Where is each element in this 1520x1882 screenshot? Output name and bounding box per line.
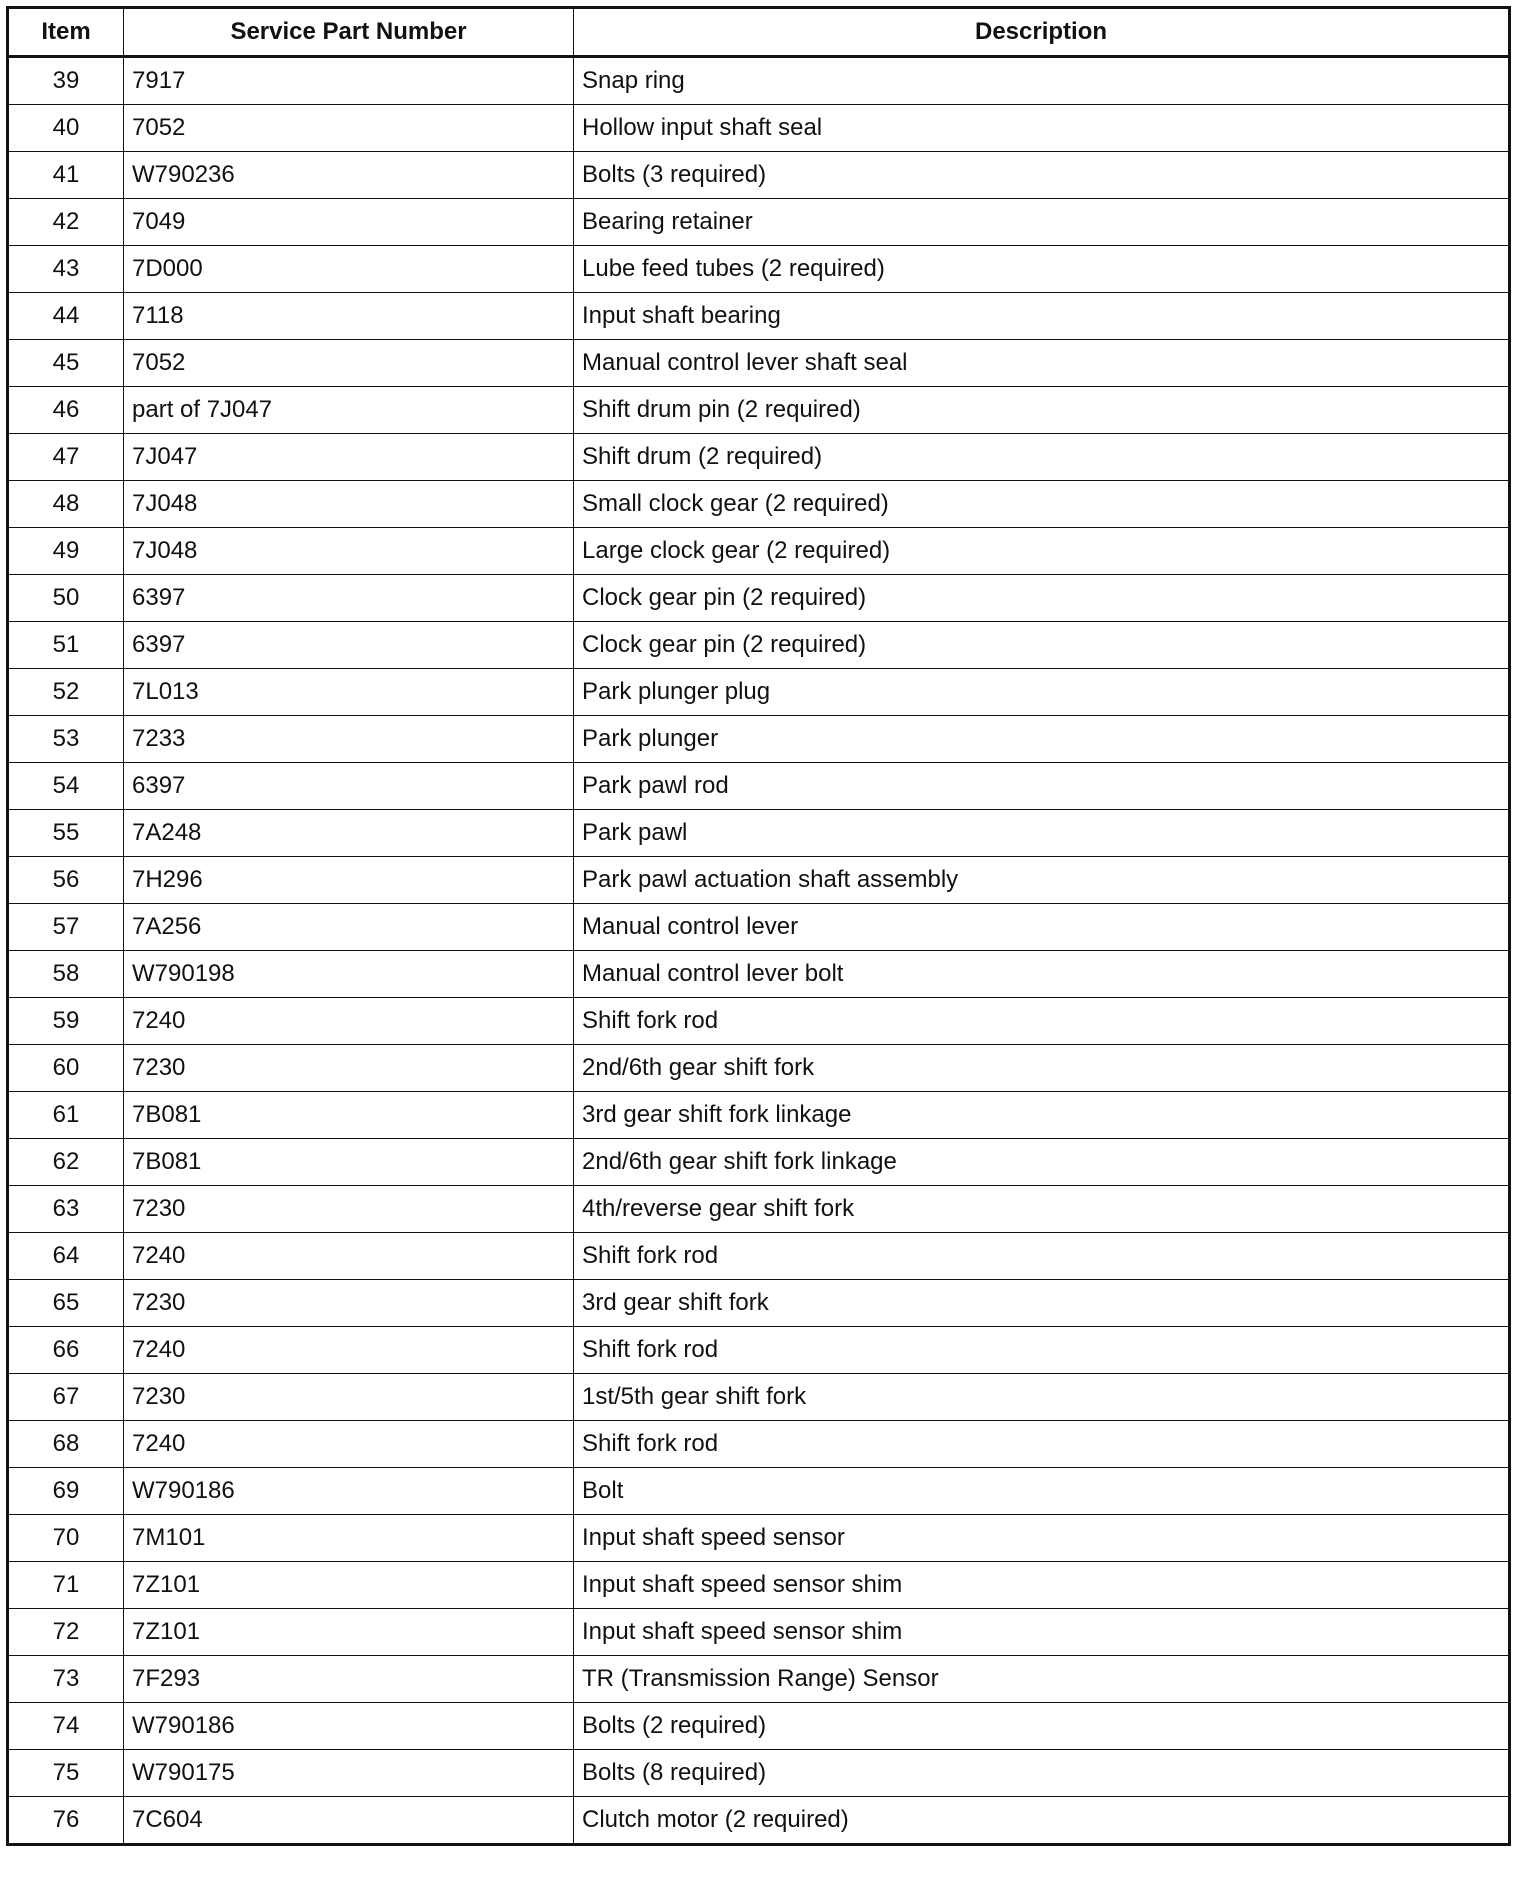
table-row xyxy=(8,481,1510,528)
table-row xyxy=(8,1139,1510,1186)
table-row xyxy=(8,575,1510,622)
item-number-cell: 47 xyxy=(8,434,124,481)
description-cell: 1st/5th gear shift fork xyxy=(574,1374,1510,1421)
description-cell: Bolts (2 required) xyxy=(574,1703,1510,1750)
description-cell: Park pawl rod xyxy=(574,763,1510,810)
table-row xyxy=(8,1421,1510,1468)
table-row xyxy=(8,810,1510,857)
service-part-number-cell: W790198 xyxy=(124,951,574,998)
service-part-number-cell: 7240 xyxy=(124,998,574,1045)
description-cell: Shift fork rod xyxy=(574,1233,1510,1280)
header-item: Item xyxy=(8,8,124,57)
description-cell: Park plunger xyxy=(574,716,1510,763)
service-part-number-cell: 7B081 xyxy=(124,1092,574,1139)
description-cell: Clutch motor (2 required) xyxy=(574,1797,1510,1845)
service-part-number-cell: 7L013 xyxy=(124,669,574,716)
service-part-number-cell: 7D000 xyxy=(124,246,574,293)
table-row xyxy=(8,1233,1510,1280)
table-row xyxy=(8,528,1510,575)
item-number-cell: 51 xyxy=(8,622,124,669)
item-number-cell: 46 xyxy=(8,387,124,434)
service-part-number-cell: W790186 xyxy=(124,1468,574,1515)
table-row xyxy=(8,246,1510,293)
table-row xyxy=(8,105,1510,152)
service-part-number-cell: 7B081 xyxy=(124,1139,574,1186)
item-number-cell: 55 xyxy=(8,810,124,857)
description-cell: Manual control lever bolt xyxy=(574,951,1510,998)
service-part-number-cell: 7240 xyxy=(124,1233,574,1280)
service-part-number-cell: 7A256 xyxy=(124,904,574,951)
service-part-number-cell: 7A248 xyxy=(124,810,574,857)
description-cell: Shift fork rod xyxy=(574,998,1510,1045)
table-row xyxy=(8,152,1510,199)
service-part-number-cell: 6397 xyxy=(124,622,574,669)
item-number-cell: 74 xyxy=(8,1703,124,1750)
table-row xyxy=(8,857,1510,904)
item-number-cell: 56 xyxy=(8,857,124,904)
item-number-cell: 40 xyxy=(8,105,124,152)
service-part-number-cell: part of 7J047 xyxy=(124,387,574,434)
item-number-cell: 58 xyxy=(8,951,124,998)
table-row xyxy=(8,669,1510,716)
service-part-number-cell: 7052 xyxy=(124,105,574,152)
table-row xyxy=(8,998,1510,1045)
service-part-number-cell: 7230 xyxy=(124,1045,574,1092)
table-header xyxy=(8,8,1510,57)
table-row xyxy=(8,1750,1510,1797)
header-description: Description xyxy=(574,8,1510,57)
service-part-number-cell: 7049 xyxy=(124,199,574,246)
item-number-cell: 68 xyxy=(8,1421,124,1468)
table-row xyxy=(8,1656,1510,1703)
service-part-number-cell: 7Z101 xyxy=(124,1609,574,1656)
service-part-number-cell: 7J048 xyxy=(124,528,574,575)
description-cell: 2nd/6th gear shift fork linkage xyxy=(574,1139,1510,1186)
description-cell: Small clock gear (2 required) xyxy=(574,481,1510,528)
table-row xyxy=(8,1045,1510,1092)
item-number-cell: 62 xyxy=(8,1139,124,1186)
description-cell: 3rd gear shift fork xyxy=(574,1280,1510,1327)
service-part-number-cell: 7Z101 xyxy=(124,1562,574,1609)
description-cell: Lube feed tubes (2 required) xyxy=(574,246,1510,293)
service-part-number-cell: 6397 xyxy=(124,575,574,622)
item-number-cell: 50 xyxy=(8,575,124,622)
description-cell: Manual control lever xyxy=(574,904,1510,951)
description-cell: 2nd/6th gear shift fork xyxy=(574,1045,1510,1092)
item-number-cell: 49 xyxy=(8,528,124,575)
service-part-number-cell: 7240 xyxy=(124,1327,574,1374)
item-number-cell: 73 xyxy=(8,1656,124,1703)
item-number-cell: 52 xyxy=(8,669,124,716)
description-cell: 3rd gear shift fork linkage xyxy=(574,1092,1510,1139)
item-number-cell: 71 xyxy=(8,1562,124,1609)
service-part-number-cell: 7230 xyxy=(124,1280,574,1327)
table-row xyxy=(8,951,1510,998)
service-part-number-cell: 7J047 xyxy=(124,434,574,481)
table-row xyxy=(8,1562,1510,1609)
item-number-cell: 72 xyxy=(8,1609,124,1656)
description-cell: Bolts (8 required) xyxy=(574,1750,1510,1797)
description-cell: Shift drum (2 required) xyxy=(574,434,1510,481)
description-cell: Input shaft bearing xyxy=(574,293,1510,340)
description-cell: TR (Transmission Range) Sensor xyxy=(574,1656,1510,1703)
description-cell: Bolt xyxy=(574,1468,1510,1515)
item-number-cell: 43 xyxy=(8,246,124,293)
item-number-cell: 70 xyxy=(8,1515,124,1562)
description-cell: Clock gear pin (2 required) xyxy=(574,575,1510,622)
description-cell: Shift drum pin (2 required) xyxy=(574,387,1510,434)
description-cell: Park pawl actuation shaft assembly xyxy=(574,857,1510,904)
item-number-cell: 61 xyxy=(8,1092,124,1139)
item-number-cell: 75 xyxy=(8,1750,124,1797)
service-part-number-cell: 6397 xyxy=(124,763,574,810)
item-number-cell: 63 xyxy=(8,1186,124,1233)
service-part-number-cell: 7917 xyxy=(124,57,574,105)
service-part-number-cell: 7052 xyxy=(124,340,574,387)
table-row xyxy=(8,622,1510,669)
table-row xyxy=(8,340,1510,387)
service-part-number-cell: 7H296 xyxy=(124,857,574,904)
service-part-number-cell: 7M101 xyxy=(124,1515,574,1562)
description-cell: Input shaft speed sensor xyxy=(574,1515,1510,1562)
item-number-cell: 65 xyxy=(8,1280,124,1327)
description-cell: Park plunger plug xyxy=(574,669,1510,716)
service-part-number-cell: 7C604 xyxy=(124,1797,574,1845)
table-row xyxy=(8,716,1510,763)
item-number-cell: 76 xyxy=(8,1797,124,1845)
parts-table xyxy=(6,6,1511,1846)
item-number-cell: 64 xyxy=(8,1233,124,1280)
table-row xyxy=(8,763,1510,810)
description-cell: Input shaft speed sensor shim xyxy=(574,1562,1510,1609)
item-number-cell: 53 xyxy=(8,716,124,763)
service-part-number-cell: 7240 xyxy=(124,1421,574,1468)
header-row xyxy=(8,8,1510,57)
description-cell: Shift fork rod xyxy=(574,1421,1510,1468)
table-row xyxy=(8,1797,1510,1845)
item-number-cell: 69 xyxy=(8,1468,124,1515)
description-cell: 4th/reverse gear shift fork xyxy=(574,1186,1510,1233)
table-row xyxy=(8,1374,1510,1421)
service-part-number-cell: 7F293 xyxy=(124,1656,574,1703)
item-number-cell: 54 xyxy=(8,763,124,810)
item-number-cell: 48 xyxy=(8,481,124,528)
description-cell: Bolts (3 required) xyxy=(574,152,1510,199)
service-part-number-cell: 7118 xyxy=(124,293,574,340)
service-part-number-cell: W790186 xyxy=(124,1703,574,1750)
description-cell: Clock gear pin (2 required) xyxy=(574,622,1510,669)
item-number-cell: 67 xyxy=(8,1374,124,1421)
item-number-cell: 41 xyxy=(8,152,124,199)
table-row xyxy=(8,1327,1510,1374)
item-number-cell: 42 xyxy=(8,199,124,246)
header-service-part-number: Service Part Number xyxy=(124,8,574,57)
item-number-cell: 59 xyxy=(8,998,124,1045)
service-part-number-cell: 7233 xyxy=(124,716,574,763)
table-row xyxy=(8,199,1510,246)
table-row xyxy=(8,293,1510,340)
service-part-number-cell: 7230 xyxy=(124,1186,574,1233)
description-cell: Input shaft speed sensor shim xyxy=(574,1609,1510,1656)
table-row xyxy=(8,57,1510,105)
table-row xyxy=(8,434,1510,481)
description-cell: Large clock gear (2 required) xyxy=(574,528,1510,575)
table-row xyxy=(8,904,1510,951)
description-cell: Manual control lever shaft seal xyxy=(574,340,1510,387)
item-number-cell: 60 xyxy=(8,1045,124,1092)
table-body xyxy=(8,57,1510,1845)
item-number-cell: 45 xyxy=(8,340,124,387)
table-row xyxy=(8,1515,1510,1562)
parts-table-container xyxy=(6,6,1511,1846)
description-cell: Hollow input shaft seal xyxy=(574,105,1510,152)
service-part-number-cell: 7230 xyxy=(124,1374,574,1421)
service-part-number-cell: W790236 xyxy=(124,152,574,199)
description-cell: Bearing retainer xyxy=(574,199,1510,246)
description-cell: Snap ring xyxy=(574,57,1510,105)
description-cell: Park pawl xyxy=(574,810,1510,857)
table-row xyxy=(8,1092,1510,1139)
service-part-number-cell: 7J048 xyxy=(124,481,574,528)
item-number-cell: 66 xyxy=(8,1327,124,1374)
table-row xyxy=(8,1280,1510,1327)
table-row xyxy=(8,1609,1510,1656)
item-number-cell: 39 xyxy=(8,57,124,105)
item-number-cell: 44 xyxy=(8,293,124,340)
description-cell: Shift fork rod xyxy=(574,1327,1510,1374)
service-part-number-cell: W790175 xyxy=(124,1750,574,1797)
table-row xyxy=(8,1186,1510,1233)
table-row xyxy=(8,1703,1510,1750)
item-number-cell: 57 xyxy=(8,904,124,951)
table-row xyxy=(8,387,1510,434)
table-row xyxy=(8,1468,1510,1515)
